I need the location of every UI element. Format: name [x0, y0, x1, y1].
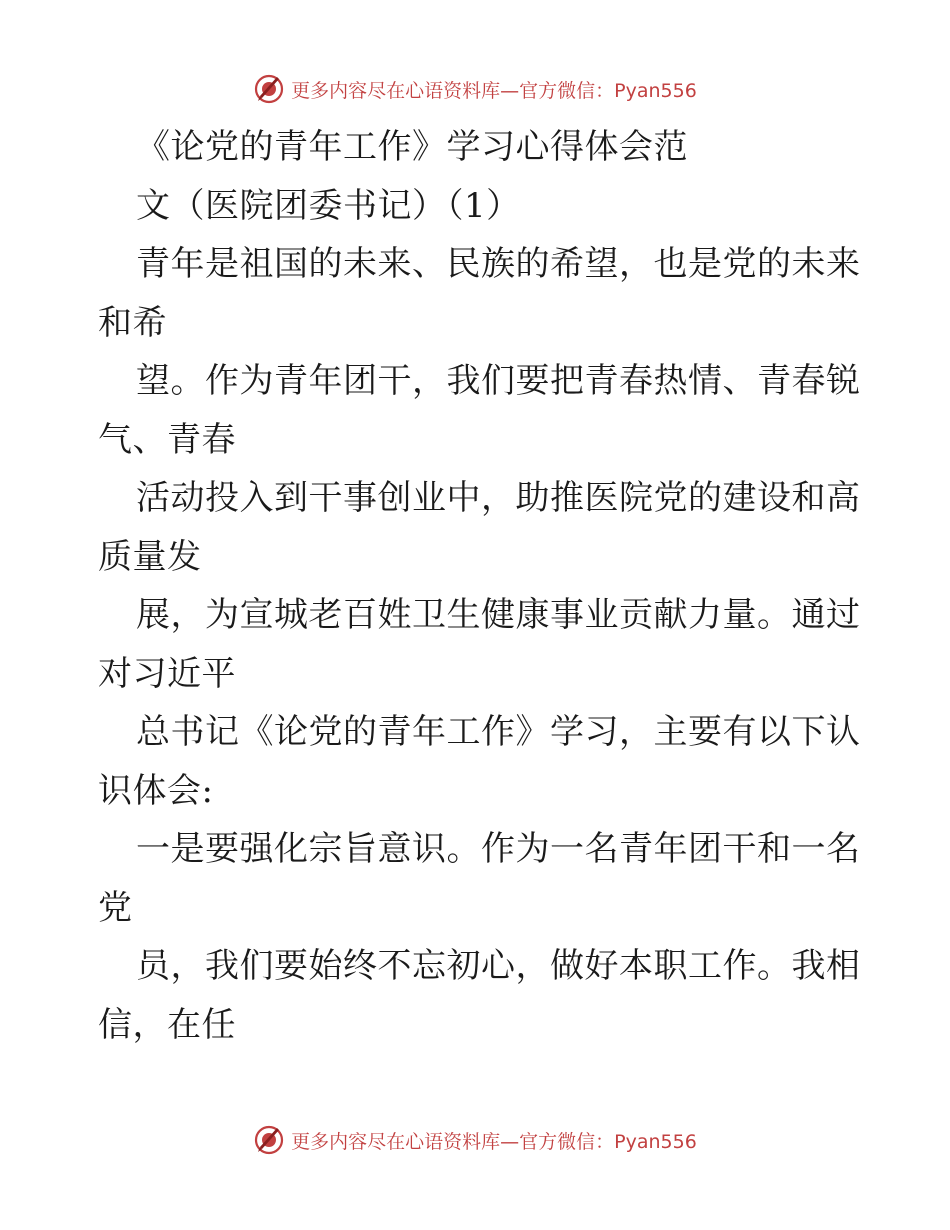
text-line: 员，我们要始终不忘初心，做好本职工作。我相: [136, 946, 861, 986]
quill-logo-icon: [253, 73, 285, 105]
text-line: 对习近平: [98, 653, 236, 694]
footer-watermark: [0, 1120, 950, 1160]
text-line: 总书记《论党的青年工作》学习，主要有以下认: [136, 712, 861, 752]
text-line: 质量发: [98, 536, 202, 577]
text-line: 和希: [98, 302, 167, 343]
header-watermark: [0, 69, 950, 109]
document-body: [98, 118, 861, 1054]
text-line: 展，为宣城老百姓卫生健康事业贡献力量。通过: [136, 595, 861, 635]
watermark-text: 更多内容尽在心语资料库—官方微信：Pyan556: [291, 79, 697, 102]
text-line: 气、青春: [98, 419, 236, 460]
text-line: 信，在任: [98, 1004, 236, 1045]
watermark-text: 更多内容尽在心语资料库—官方微信：Pyan556: [291, 1130, 697, 1153]
text-line: 活动投入到干事创业中，助推医院党的建设和高: [136, 478, 861, 518]
text-line: 识体会:: [98, 770, 214, 811]
quill-logo-icon: [253, 1124, 285, 1156]
text-line: 文（医院团委书记）（1）: [136, 185, 521, 226]
text-line: 青年是祖国的未来、民族的希望，也是党的未来: [136, 244, 861, 284]
text-line: 一是要强化宗旨意识。作为一名青年团干和一名: [136, 829, 861, 869]
text-line: 《论党的青年工作》学习心得体会范: [136, 127, 688, 167]
text-line: 望。作为青年团干，我们要把青春热情、青春锐: [136, 361, 861, 401]
text-line: 党: [98, 887, 133, 928]
